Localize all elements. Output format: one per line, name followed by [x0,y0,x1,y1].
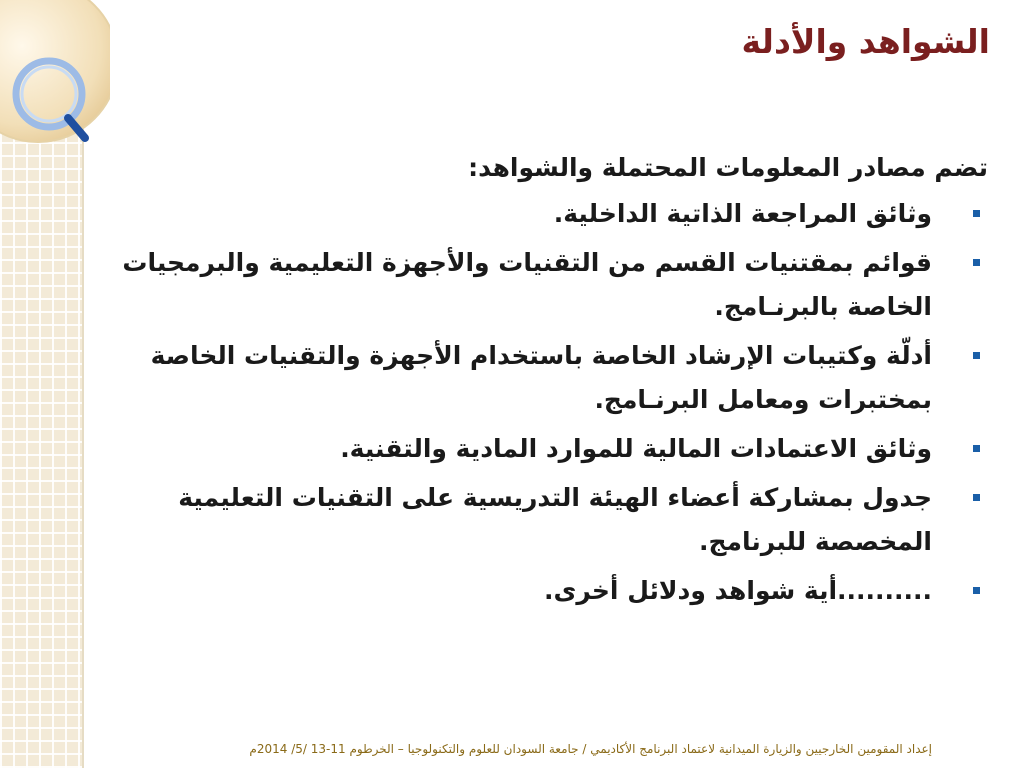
bullet-text: قوائم بمقتنيات القسم من التقنيات والأجهزة التعليمية والبرمجيات الخاصة بالبرنـامج. [122,248,932,321]
intro-text: تضم مصادر المعلومات المحتملة والشواهد: [468,153,988,182]
slide-title: الشواهد والأدلة [741,22,990,61]
bullet-text: جدول بمشاركة أعضاء الهيئة التدريسية على التقنيات التعليمية المخصصة للبرنامج. [178,483,932,556]
square-bullet-icon [973,587,980,594]
list-item [83,334,988,422]
square-bullet-icon [973,445,980,452]
magnifier-logo-icon [0,0,110,150]
square-bullet-icon [973,210,980,217]
bullet-text: ..........أية شواهد ودلائل أخرى. [543,576,932,605]
list-item [83,476,988,564]
slide-content [83,148,988,618]
square-bullet-icon [973,259,980,266]
list-item [83,241,988,329]
list-item [83,192,988,236]
square-bullet-icon [973,352,980,359]
bullet-list [83,192,988,613]
bullet-text: وثائق المراجعة الذاتية الداخلية. [553,199,932,228]
bullet-text: وثائق الاعتمادات المالية للموارد المادية والتقنية. [340,434,932,463]
list-item [83,569,988,613]
square-bullet-icon [973,494,980,501]
bullet-text: أدلّة وكتيبات الإرشاد الخاصة باستخدام الأجهزة والتقنيات الخاصة بمختبرات ومعامل البرنـامج. [150,341,932,414]
slide-footer: إعداد المقومين الخارجيين والزيارة الميدانية لاعتماد البرنامج الأكاديمي / جامعة السودان للعلوم والتكنولوجيا – الخرطوم 11-13 /5/ 2014م [249,742,932,756]
list-item [83,427,988,471]
